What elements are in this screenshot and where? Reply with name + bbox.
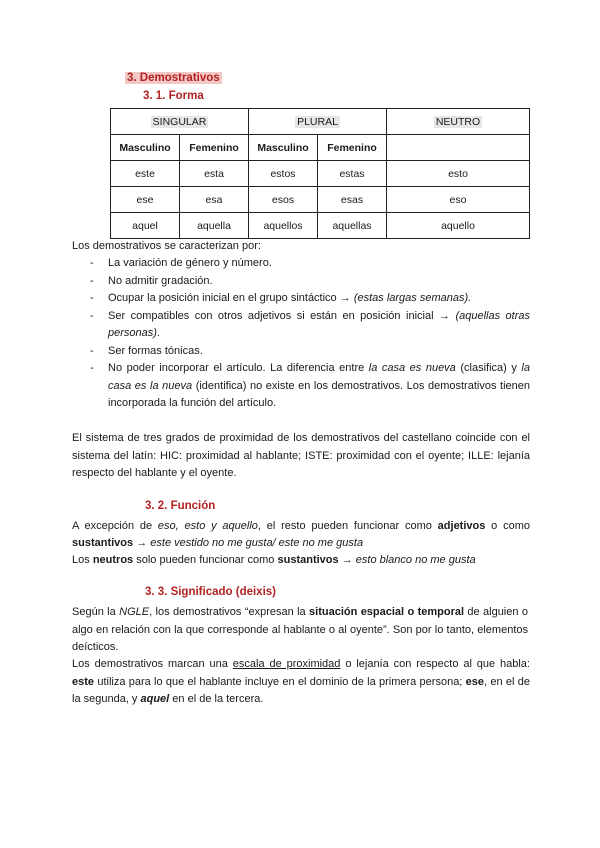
- table-cell: estas: [318, 161, 387, 187]
- features-intro: Los demostrativos se caracterizan por:: [72, 240, 261, 252]
- significado-paragraph-1: Según la NGLE, los demostrativos “expresan la situación espacial o temporal de alguien o algo en relación con la que corresponde al hablante o al oyente”. Son por lo tanto, elementos deícticos.: [72, 606, 528, 653]
- table-cell: aquellas: [318, 213, 387, 239]
- subsection-significado-title: 3. 3. Significado (deixis): [145, 586, 277, 598]
- features-list: [72, 255, 530, 413]
- list-item: - No admitir gradación.: [72, 273, 530, 291]
- list-item: - Ser formas tónicas.: [72, 343, 530, 361]
- table-cell: ese: [111, 187, 180, 213]
- list-item: - Ocupar la posición inicial en el grupo sintáctico → (estas largas semanas).: [72, 290, 530, 308]
- demonstratives-table: [110, 108, 530, 239]
- table-cell: esos: [249, 187, 318, 213]
- header-plural: PLURAL: [249, 109, 387, 135]
- table-cell: esto: [387, 161, 530, 187]
- section-title: 3. Demostrativos: [127, 72, 220, 84]
- funcion-paragraph-1: A excepción de eso, esto y aquello, el resto pueden funcionar como adjetivos o como: [72, 520, 530, 532]
- table-row: [111, 213, 530, 239]
- list-item: - Ser compatibles con otros adjetivos si están en posición inicial → (aquellas otras personas).: [72, 308, 530, 343]
- header-singular: SINGULAR: [111, 109, 249, 135]
- subheader-cell: Femenino: [318, 135, 387, 161]
- list-item: - La variación de género y número.: [72, 255, 530, 273]
- subheader-cell: Masculino: [249, 135, 318, 161]
- subheader-cell: Femenino: [180, 135, 249, 161]
- table-cell: esas: [318, 187, 387, 213]
- header-neutro: NEUTRO: [387, 109, 530, 135]
- subheader-cell: Masculino: [111, 135, 180, 161]
- table-row: [111, 187, 530, 213]
- table-cell: aquellos: [249, 213, 318, 239]
- table-cell: aquello: [387, 213, 530, 239]
- table-cell: esa: [180, 187, 249, 213]
- subsection-forma-title: 3. 1. Forma: [143, 90, 204, 102]
- table-cell: aquella: [180, 213, 249, 239]
- table-header-row: [111, 109, 530, 135]
- table-row: [111, 161, 530, 187]
- table-cell: esta: [180, 161, 249, 187]
- table-cell: eso: [387, 187, 530, 213]
- significado-paragraph-2: Los demostrativos marcan una escala de proximidad o lejanía con respecto al que habla: este utiliza para lo que el hablante incluye en el dominio de la primera persona; ese, en el de la segunda, y aquel en el de la tercera.: [72, 658, 530, 705]
- table-cell: estos: [249, 161, 318, 187]
- funcion-paragraph-2: Los neutros solo pueden funcionar como sustantivos → esto blanco no me gusta: [72, 554, 476, 566]
- funcion-paragraph-1-cont: sustantivos → este vestido no me gusta/ este no me gusta: [72, 537, 364, 549]
- table-subheader-row: [111, 135, 530, 161]
- table-cell: aquel: [111, 213, 180, 239]
- latin-paragraph: El sistema de tres grados de proximidad de los demostrativos del castellano coincide con el sistema del latín: HIC: proximidad al hablante; ISTE: proximidad con el oyente; ILLE: lejanía respecto del hablante y el oyente.: [72, 432, 530, 479]
- table-cell: este: [111, 161, 180, 187]
- list-item: - No poder incorporar el artículo. La diferencia entre la casa es nueva (clasifica) y la casa es la nueva (identifica) no existe en los demostrativos. Los demostrativos tienen incorporada la función del artículo.: [72, 360, 530, 413]
- subsection-funcion-title: 3. 2. Función: [145, 500, 216, 512]
- subheader-cell-empty: [387, 135, 530, 161]
